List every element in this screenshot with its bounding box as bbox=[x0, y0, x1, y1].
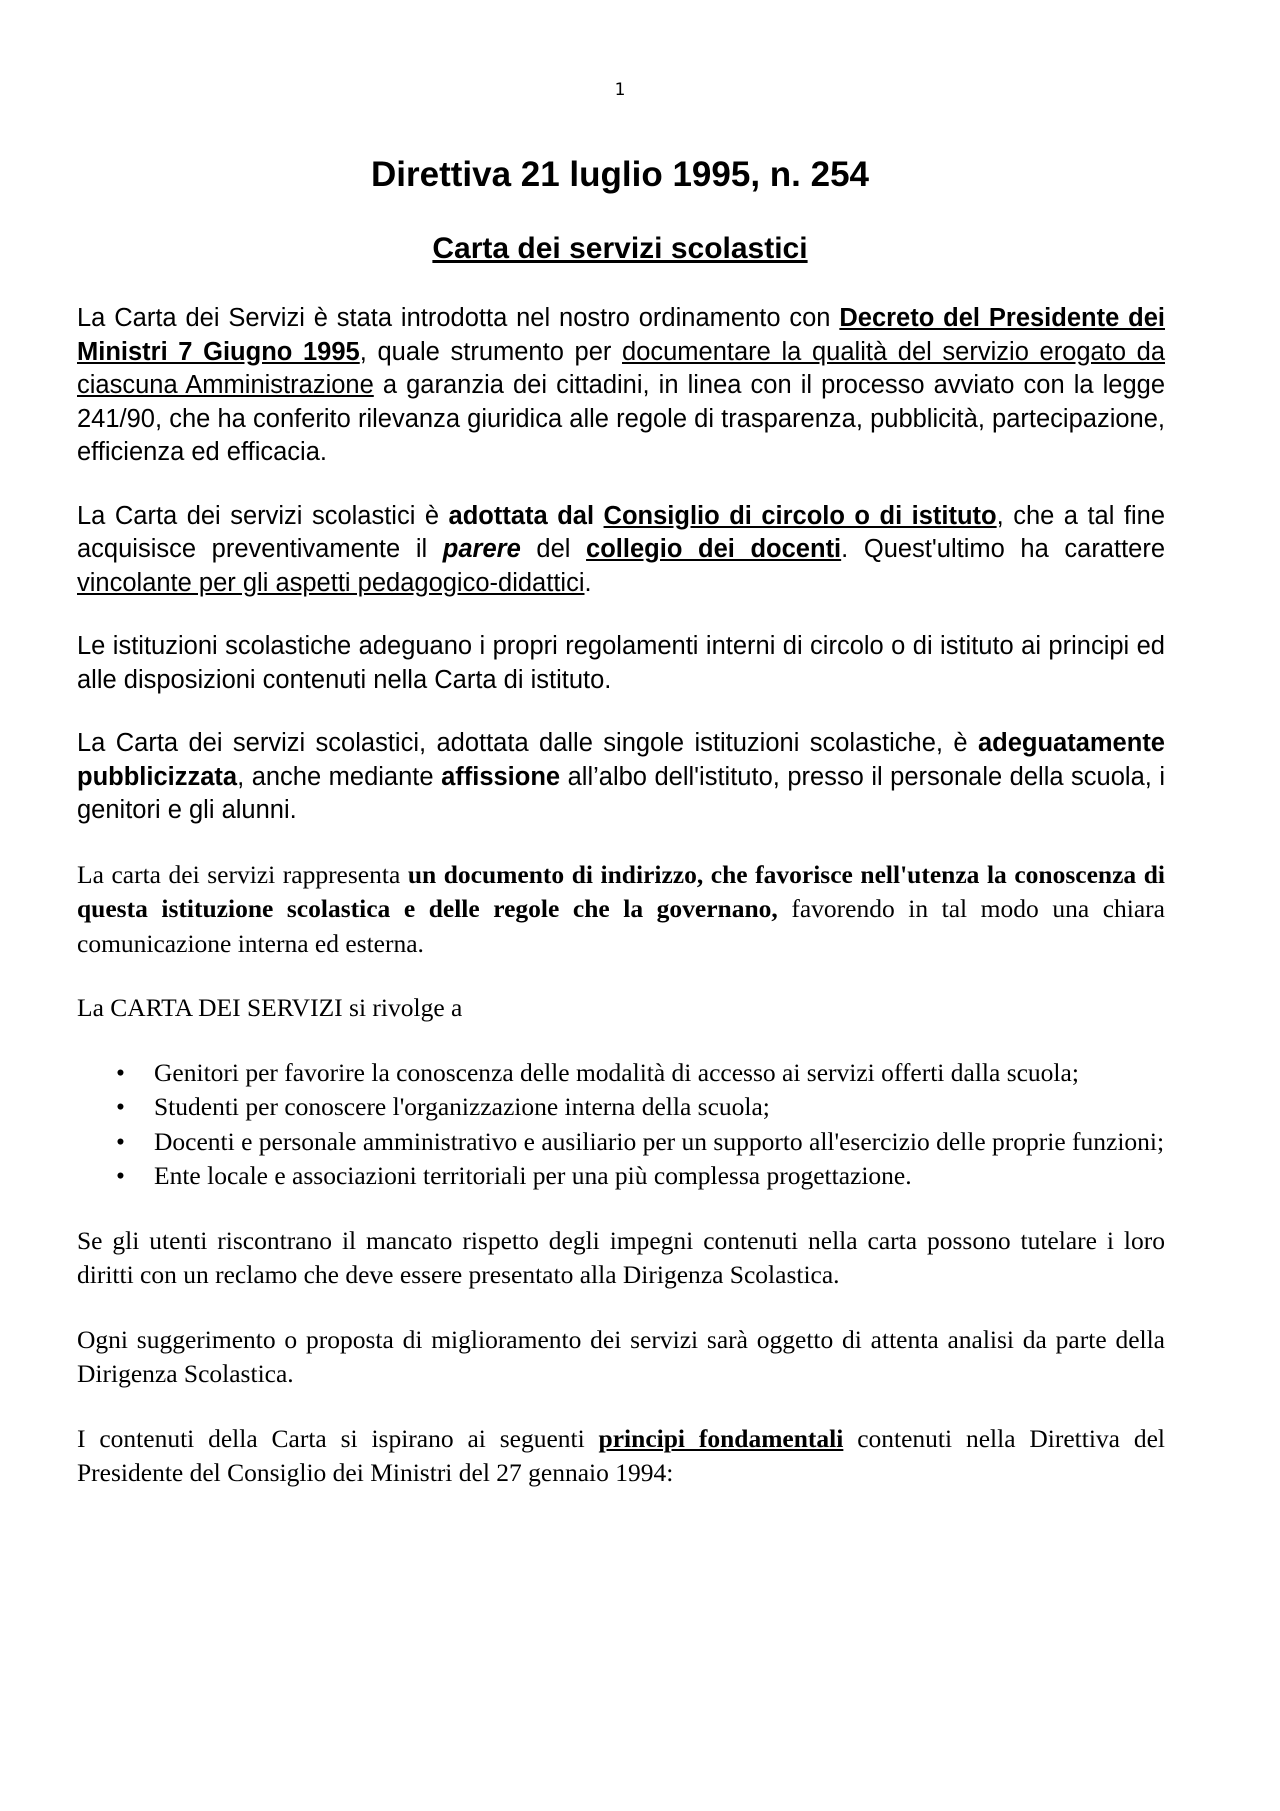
decree-reference: Decreto del Presidente dei Ministri 7 Giugno 1995 bbox=[77, 304, 1165, 366]
paragraph-introduction bbox=[77, 302, 1165, 470]
paragraph-principles bbox=[77, 1422, 1165, 1491]
binding-aspects: vincolante per gli aspetti pedagogico-didattici bbox=[77, 568, 585, 597]
text-run: . Quest'ultimo ha carattere bbox=[841, 535, 1166, 563]
adopted-by: adottata dal bbox=[448, 501, 604, 530]
text-run: I contenuti della Carta si ispirano ai seguenti bbox=[77, 1423, 599, 1453]
text-run: La Carta dei servizi scolastici, adottata dalle singole istituzioni scolastiche, è bbox=[77, 729, 978, 757]
text-run: all’albo dell'istituto, presso il personale della scuola, i genitori e gli alunni. bbox=[77, 762, 1165, 824]
paragraph-purpose bbox=[77, 858, 1165, 962]
text-run: favorendo in tal modo una chiara comunicazione interna ed esterna. bbox=[77, 894, 1165, 958]
opinion-term: parere bbox=[442, 535, 521, 563]
list-item: • Genitori per favorire la conoscenza delle modalità di accesso ai servizi offerti dalla scuola; bbox=[154, 1056, 1165, 1091]
publicized-term: adeguatamente pubblicizzata bbox=[77, 729, 1165, 791]
list-item: • Docenti e personale amministrativo e ausiliario per un supporto all'esercizio delle proprie funzioni; bbox=[154, 1125, 1165, 1160]
text-run: del bbox=[520, 535, 587, 563]
document-subtitle: Carta dei servizi scolastici bbox=[432, 232, 808, 265]
text-run: , quale strumento per bbox=[359, 337, 623, 366]
text-run: La Carta dei servizi scolastici è bbox=[77, 501, 449, 530]
fundamental-principles: principi fondamentali bbox=[598, 1423, 844, 1453]
council-reference: Consiglio di circolo o di istituto bbox=[603, 501, 997, 530]
paragraph-complaints: Se gli utenti riscontrano il mancato rispetto degli impegni contenuti nella carta possono tutelare i loro diritti con un reclamo che deve essere presentato alla Dirigenza Scolastica. bbox=[77, 1225, 1165, 1289]
text-run: La carta dei servizi rappresenta bbox=[77, 859, 408, 889]
paragraph-audience: La CARTA DEI SERVIZI si rivolge a bbox=[77, 993, 463, 1022]
audience-list bbox=[77, 1056, 1165, 1194]
text-run: a garanzia dei cittadini, in linea con il processo avviato con la legge 241/90, che ha conferito rilevanza giuridica alle regole di trasparenza, pubblicità, partecipazione, efficienza ed efficacia. bbox=[77, 371, 1165, 466]
list-item: • Studenti per conoscere l'organizzazione interna della scuola; bbox=[154, 1090, 1165, 1125]
document-title: Direttiva 21 luglio 1995, n. 254 bbox=[371, 155, 869, 194]
text-run: , anche mediante bbox=[237, 762, 442, 791]
paragraph-adoption bbox=[77, 500, 1165, 601]
teachers-board: collegio dei docenti bbox=[586, 535, 842, 563]
paragraph-suggestions: Ogni suggerimento o proposta di miglioramento dei servizi sarà oggetto di attenta analisi da parte della Dirigenza Scolastica. bbox=[77, 1324, 1165, 1388]
paragraph-regulations: Le istituzioni scolastiche adeguano i propri regolamenti interni di circolo o di istituto ai principi ed alle disposizioni contenuti nella Carta di istituto. bbox=[77, 632, 1165, 694]
text-run: contenuti nella Direttiva del Presidente del Consiglio dei Ministri del 27 gennaio 1994: bbox=[77, 1423, 1166, 1487]
quality-statement: documentare la qualità del servizio erogato da ciascuna Amministrazione bbox=[77, 337, 1166, 399]
text-run: La Carta dei Servizi è stata introdotta nel nostro ordinamento con bbox=[77, 304, 840, 332]
paragraph-publicity bbox=[77, 727, 1165, 828]
text-run: , che a tal fine acquisisce preventivamente il bbox=[77, 501, 1165, 563]
guidance-document: un documento di indirizzo, che favorisce nell'utenza la conoscenza di questa istituzione scolastica e delle regole che la governano, bbox=[77, 859, 1165, 923]
posting-term: affissione bbox=[441, 762, 561, 791]
document-body bbox=[77, 302, 1165, 1521]
text-run: . bbox=[584, 568, 592, 597]
list-item: • Ente locale e associazioni territoriali per una più complessa progettazione. bbox=[154, 1159, 1165, 1194]
page-number: 1 bbox=[614, 80, 626, 100]
